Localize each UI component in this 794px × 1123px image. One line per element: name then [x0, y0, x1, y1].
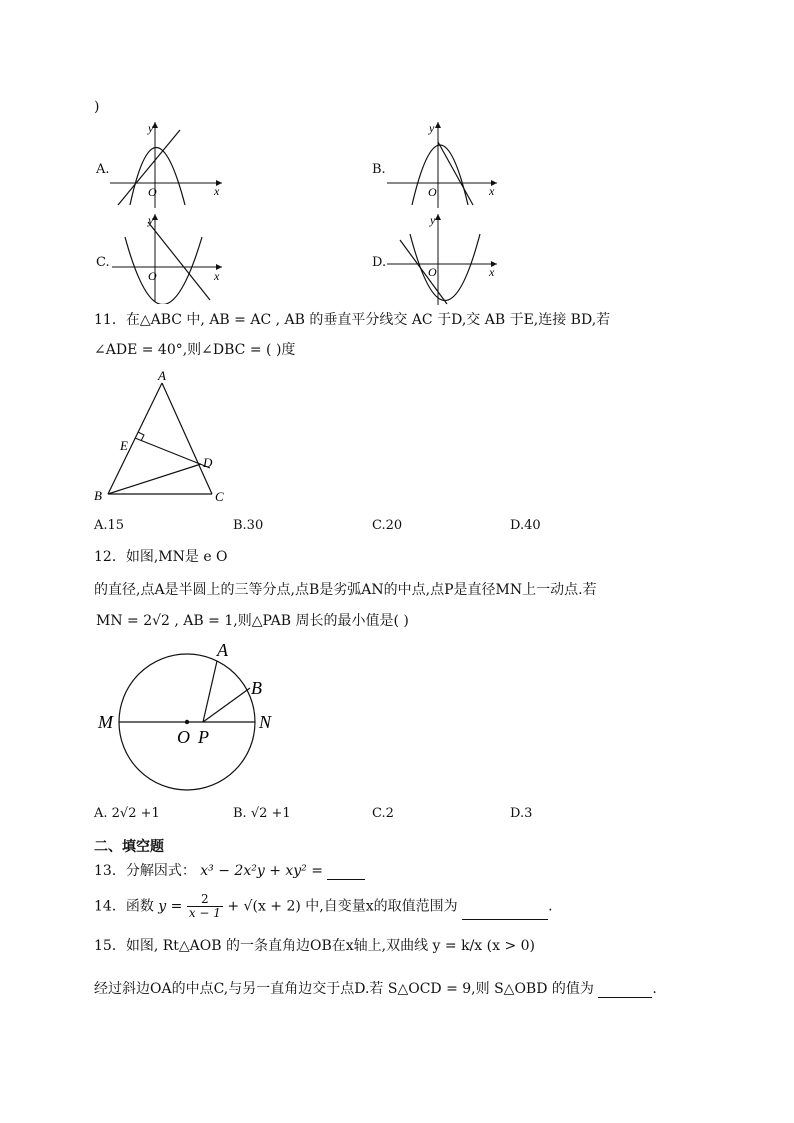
- axis-x-label: x: [214, 184, 220, 198]
- q15-line2-text: 经过斜边OA的中点C,与另一直角边交于点D.若 S△OCD = 9,则 S△OBD 的值为: [94, 981, 594, 997]
- vertex-label-a: A: [158, 368, 166, 383]
- point-label-a: A: [217, 640, 228, 660]
- q11-option-a[interactable]: A.15: [94, 518, 125, 533]
- axis-y-label: y: [148, 121, 154, 135]
- q14-y-equals: y =: [158, 898, 183, 915]
- axis-y-label: y: [430, 213, 436, 227]
- q12-option-b[interactable]: B. √2 +1: [233, 806, 291, 821]
- q14-line: [94, 893, 553, 920]
- point-label-p: P: [198, 727, 209, 747]
- section-title: 二、填空题: [94, 839, 164, 855]
- axis-y-label: y: [148, 213, 154, 227]
- question-fragment: ): [94, 99, 100, 115]
- q11-option-b[interactable]: B.30: [233, 518, 264, 533]
- axis-x-label: x: [489, 265, 495, 279]
- q10-option-a-graph: [110, 120, 230, 210]
- q12-stem-line2: 的直径,点A是半圆上的三等分点,点B是劣弧AN的中点,点P是直径MN上一动点.若: [94, 582, 597, 598]
- origin-label: O: [148, 185, 157, 199]
- q14-tail: + √(x + 2) 中,自变量x的取值范围为: [227, 898, 458, 915]
- q15-number: 15．: [94, 938, 126, 954]
- q12-stem-line1: [94, 548, 228, 566]
- q12-option-c[interactable]: C.2: [372, 806, 394, 821]
- q14-answer-blank[interactable]: [462, 905, 548, 920]
- q12-given: MN = 2√2 , AB = 1,: [96, 613, 238, 629]
- vertex-label-e: E: [120, 438, 128, 453]
- fraction-numerator: 2: [187, 893, 223, 907]
- q13-expression: x³ − 2x²y + xy² =: [200, 863, 323, 879]
- q12-option-d[interactable]: D.3: [510, 806, 533, 821]
- q12-number: 12．: [94, 549, 126, 565]
- q11-stem-line1: [94, 311, 610, 329]
- q13-line: [94, 862, 365, 880]
- q12-circle-figure: [92, 638, 292, 798]
- axis-x-label: x: [489, 184, 495, 198]
- point-label-b: B: [251, 678, 262, 698]
- q12-stem-line3: [96, 612, 409, 630]
- q15-line2: [94, 980, 657, 998]
- q10-option-d-label[interactable]: D.: [372, 255, 387, 270]
- vertex-label-b: B: [94, 488, 102, 503]
- origin-label: O: [148, 269, 157, 283]
- q14-prefix: 函数: [125, 898, 154, 915]
- q11-stem-text: 在△ABC 中, AB = AC , AB 的垂直平分线交 AC 于D,交 AB 于E,连接 BD,若: [125, 312, 611, 328]
- point-label-n: N: [259, 712, 272, 732]
- q11-option-c[interactable]: C.20: [372, 518, 403, 533]
- period: .: [548, 898, 553, 915]
- point-label-m: M: [98, 712, 113, 732]
- vertex-label-c: C: [215, 489, 224, 504]
- q13-number: 13．: [94, 863, 126, 879]
- q14-fraction: [187, 893, 223, 920]
- q11-number: 11．: [94, 312, 126, 328]
- origin-label: O: [428, 185, 437, 199]
- q13-answer-blank[interactable]: [327, 865, 365, 880]
- q15-line1: [94, 937, 535, 955]
- q10-option-b-label[interactable]: B.: [372, 162, 386, 177]
- q12-stem-text: 如图,MN是 e O: [125, 549, 228, 565]
- q15-answer-blank[interactable]: [598, 983, 652, 998]
- fraction-denominator: x − 1: [188, 906, 221, 920]
- axis-x-label: x: [214, 269, 220, 283]
- q11-stem-line2: ∠ADE = 40°,则∠DBC = ( )度: [94, 342, 296, 358]
- q10-option-b-graph: [385, 120, 505, 210]
- q11-triangle-figure: [92, 368, 242, 508]
- q12-question: 则△PAB 周长的最小值是( ): [237, 613, 409, 629]
- q10-option-a-label[interactable]: A.: [96, 162, 110, 177]
- origin-label: O: [428, 265, 437, 279]
- q12-option-a[interactable]: A. 2√2 +1: [94, 806, 160, 821]
- vertex-label-d: D: [203, 455, 213, 470]
- period: .: [652, 981, 657, 997]
- point-label-o: O: [177, 727, 190, 747]
- axis-y-label: y: [429, 121, 435, 135]
- q14-number: 14．: [94, 898, 126, 915]
- q15-line1-text: 如图, Rt△AOB 的一条直角边OB在x轴上,双曲线 y = k/x (x > 0): [125, 938, 535, 954]
- q10-option-d-graph: [385, 212, 505, 307]
- q10-option-c-graph: [110, 212, 230, 304]
- q13-prefix: 分解因式：: [125, 863, 196, 879]
- q10-option-c-label[interactable]: C.: [96, 255, 110, 270]
- q11-option-d[interactable]: D.40: [510, 518, 541, 533]
